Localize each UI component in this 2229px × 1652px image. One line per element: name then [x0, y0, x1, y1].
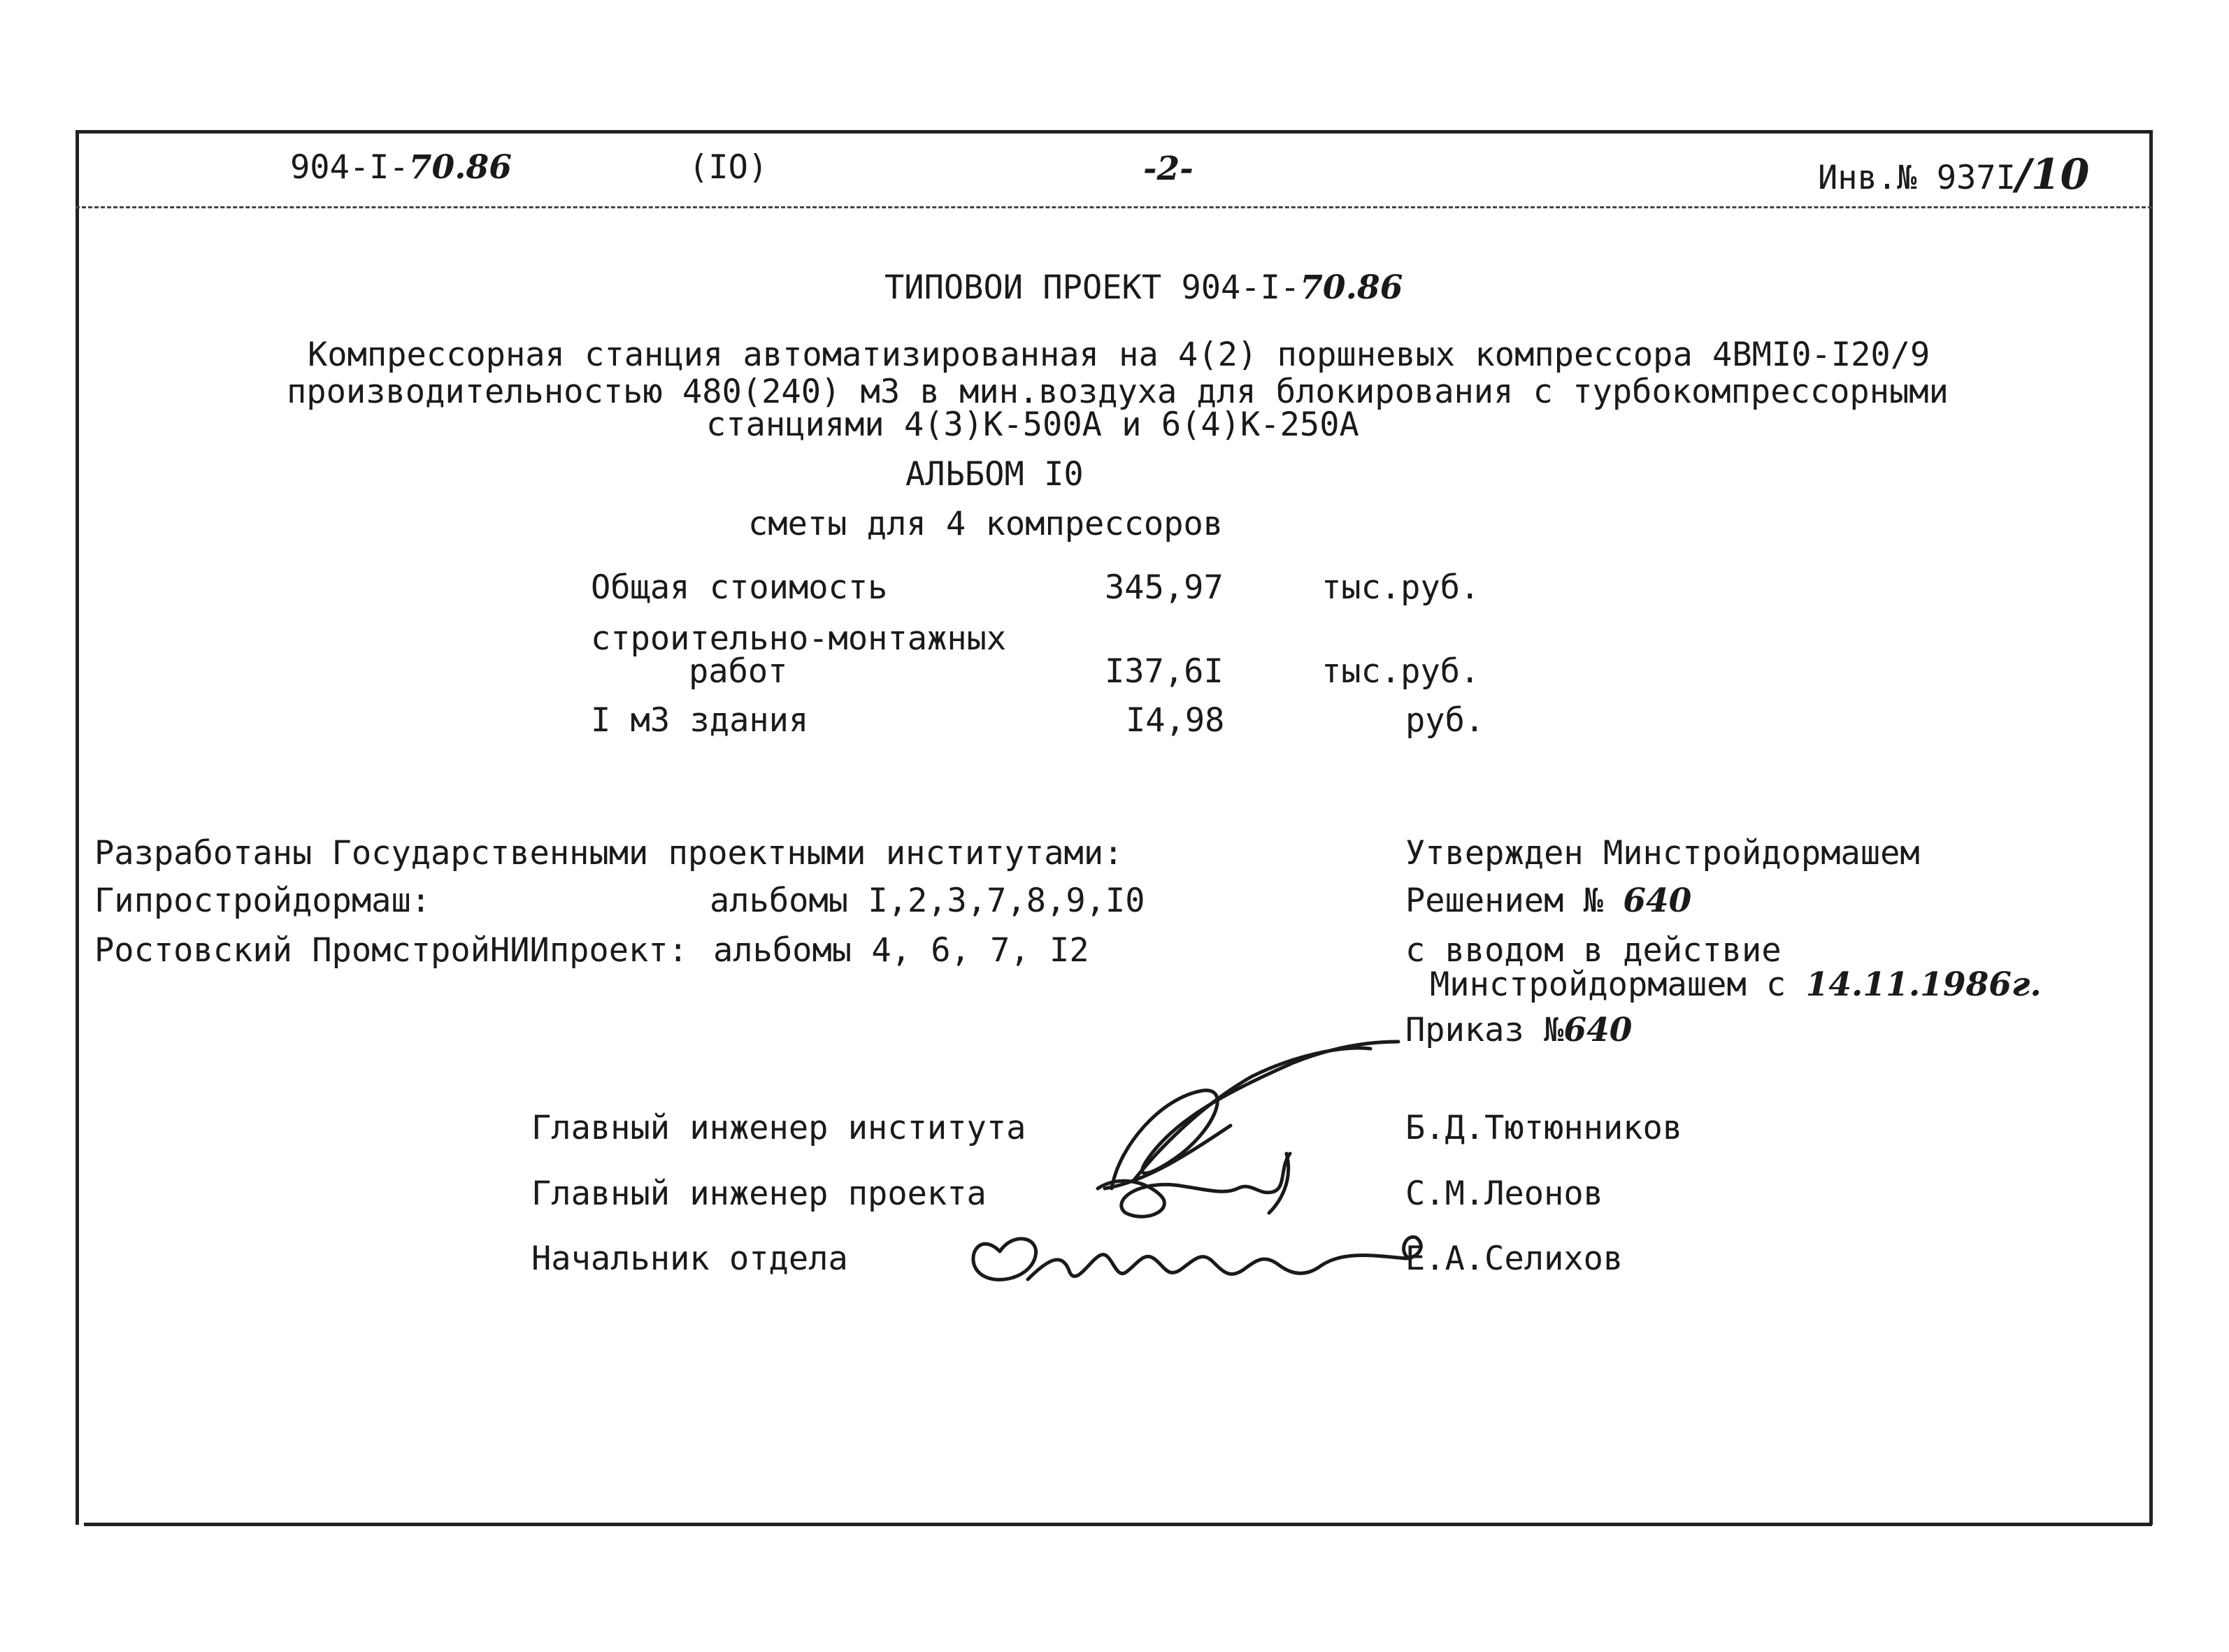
description-line-2: производительностью 480(240) м3 в мин.воздуха для блокирования с турбокомпрессорными: [287, 373, 1949, 411]
cost-label-construction-2: работ: [689, 652, 788, 691]
project-title: ТИПОВОИ ПРОЕКТ 904-I-70.86: [884, 268, 1403, 307]
developer-org-1-albums: альбомы I,2,3,7,8,9,I0: [710, 882, 1145, 920]
project-title-handwritten: 70.86: [1300, 268, 1403, 307]
order-number-handwritten: 640: [1563, 1011, 1633, 1049]
description-line-3: станциями 4(3)К-500А и 6(4)К-250А: [706, 405, 1359, 444]
signature-role-3: Начальник отдела: [531, 1240, 848, 1278]
cost-unit-total: тыс.руб.: [1321, 568, 1480, 607]
page-number: -2-: [1143, 150, 1194, 188]
cost-label-construction: строительно-монтажных: [591, 619, 1007, 658]
signature-role-1: Главный инженер института: [531, 1109, 1026, 1147]
inventory-number: Инв.№ 937I/10: [1818, 150, 2090, 199]
cost-value-total: 345,97: [1105, 568, 1224, 607]
album-number: (IO): [689, 148, 768, 187]
cost-unit-per-m3: руб.: [1405, 701, 1485, 740]
cost-label-per-m3: I м3 здания: [591, 701, 809, 740]
effective-date-handwritten: 14.11.1986г.: [1805, 965, 2042, 1004]
album-title: АЛЬБОМ I0: [905, 455, 1084, 494]
decision-number-handwritten: 640: [1623, 882, 1692, 920]
cost-value-per-m3: I4,98: [1126, 701, 1225, 740]
album-subtitle: сметы для 4 компрессоров: [748, 505, 1224, 543]
approval-line-3: с вводом в действие: [1405, 931, 1782, 970]
approval-line-1: Утвержден Минстройдормашем: [1405, 834, 1920, 872]
signature-name-2: С.М.Леонов: [1405, 1175, 1603, 1213]
signature-role-2: Главный инженер проекта: [531, 1175, 987, 1213]
approval-line-2: Решением № 640: [1405, 882, 1692, 920]
cost-value-construction: I37,6I: [1105, 652, 1224, 691]
description-line-1: Компрессорная станция автоматизированная на 4(2) поршневых компрессора 4ВМI0-I20/9: [308, 336, 1930, 374]
cost-label-total: Общая стоимость: [591, 568, 888, 607]
approval-line-5: Приказ №640: [1405, 1011, 1633, 1049]
developers-heading: Разработаны Государственными проектными институтами:: [94, 834, 1124, 872]
doc-code-handwritten: 70.86: [408, 148, 512, 187]
developer-org-2: Ростовский ПромстройНИИпроект:: [94, 931, 688, 970]
inventory-handwritten: /10: [2015, 150, 2090, 199]
cost-unit-construction: тыс.руб.: [1321, 652, 1480, 691]
doc-code: 904-I-70.86: [290, 148, 512, 187]
developer-org-2-albums: альбомы 4, 6, 7, I2: [713, 931, 1089, 970]
developer-org-1: Гипростройдормаш:: [94, 882, 431, 920]
signature-name-3: Е.А.Селихов: [1405, 1240, 1624, 1278]
approval-line-4: Минстройдормашем с 14.11.1986г.: [1430, 965, 2042, 1004]
signature-name-1: Б.Д.Тютюнников: [1405, 1109, 1683, 1147]
